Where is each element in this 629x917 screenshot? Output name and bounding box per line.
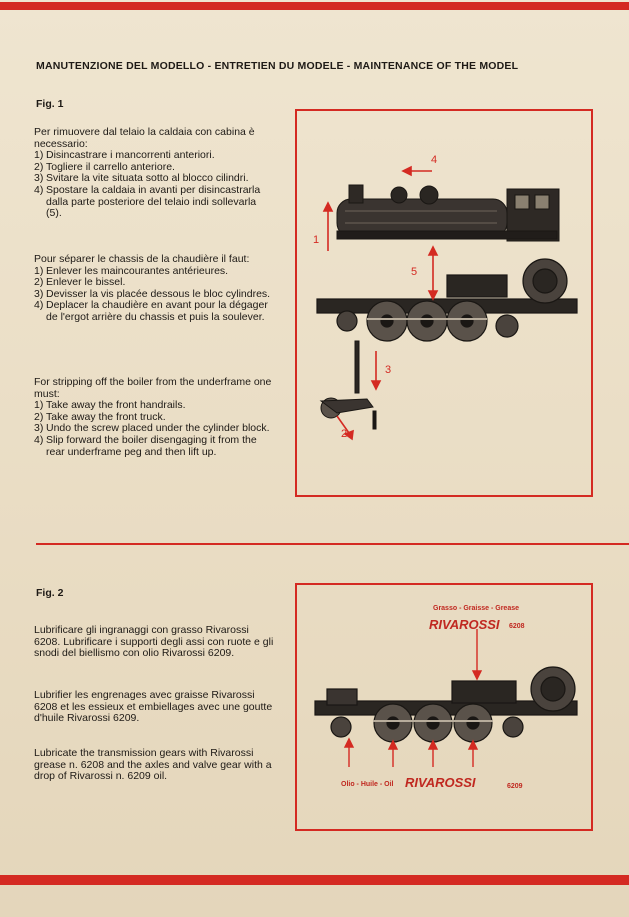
- fig1-english-lead: For stripping off the boiler from the underframe one must:: [34, 376, 272, 400]
- list-item: 2) Enlever le bissel.: [34, 276, 126, 289]
- grease-brand: RIVAROSSI: [429, 617, 500, 632]
- bottom-red-band: [0, 875, 629, 885]
- arrow-number-1: 1: [313, 234, 320, 246]
- fig1-italian-lead: Per rimuovere dal telaio la caldaia con cabina è necessario:: [34, 126, 255, 150]
- top-red-band: [0, 2, 629, 10]
- grease-code: 6208: [509, 623, 525, 630]
- fig1-label: Fig. 1: [36, 98, 64, 110]
- page-title: MANUTENZIONE DEL MODELLO - ENTRETIEN DU MODELE - MAINTENANCE OF THE MODEL: [36, 60, 519, 72]
- fig1-locomotive-disassembly-diagram: [297, 111, 591, 495]
- fig1-italian-instructions: [34, 127, 274, 220]
- grease-label: Grasso - Graisse - Grease: [433, 605, 519, 612]
- section-divider: [36, 543, 629, 545]
- boiler-drawing: [337, 185, 559, 241]
- list-item: 4) Spostare la caldaia in avanti per disincastrarla dalla parte posteriore del telaio indi sollevarla (5).: [34, 183, 261, 220]
- list-item: 2) Togliere il carrello anteriore.: [34, 160, 175, 173]
- list-item: 4) Slip forward the boiler disengaging it from the rear underframe peg and then lift up.: [34, 433, 257, 458]
- chassis-drawing: [317, 259, 577, 341]
- list-item: 3) Devisser la vis placée dessous le bloc cylindres.: [34, 287, 271, 300]
- bleed-through-decoration: [28, 36, 31, 47]
- fig2-english-instructions: Lubricate the transmission gears with Rivarossi grease n. 6208 and the axles and valve gear with a drop of Rivarossi n. 6209 oil.: [34, 747, 272, 783]
- list-item: 3) Svitare la vite situata sotto al blocco cilindri.: [34, 172, 249, 185]
- arrow-number-3: 3: [385, 364, 392, 376]
- fig1-french-lead: Pour séparer le chassis de la chaudière il faut:: [34, 253, 250, 265]
- fig2-diagram-frame: [295, 583, 593, 831]
- oil-code: 6209: [507, 783, 523, 790]
- fig2-label: Fig. 2: [36, 587, 64, 599]
- fig1-english-instructions: [34, 377, 274, 458]
- list-item: 1) Take away the front handrails.: [34, 399, 186, 412]
- chassis-lubrication-drawing: [315, 667, 577, 742]
- list-item: 4) Deplacer la chaudière en avant pour la dégager de l'ergot arrière du chassis et puis la soulever.: [34, 299, 268, 323]
- oil-label: Olio - Huile - Oil: [341, 781, 394, 788]
- list-item: 3) Undo the screw placed under the cylinder block.: [34, 422, 270, 435]
- arrow-number-5: 5: [411, 266, 418, 278]
- list-item: 1) Enlever les maincourantes antérieures.: [34, 264, 229, 277]
- front-truck-drawing: [321, 341, 376, 429]
- fig1-diagram-frame: [295, 109, 593, 497]
- arrow-number-2: 2: [341, 428, 348, 440]
- fig2-italian-instructions: Lubrificare gli ingranaggi con grasso Rivarossi 6208. Lubrificare i supporti degli assi con ruote e gli snodi del biellismo con olio Rivarossi 6209.: [34, 624, 274, 660]
- fig1-french-instructions: [34, 254, 274, 324]
- fig2-french-instructions: Lubrifier les engrenages avec graisse Rivarossi 6208 et les essieux et embiellages avec une goutte d'huile Rivarossi 6209.: [34, 689, 273, 725]
- list-item: 2) Take away the front truck.: [34, 410, 166, 423]
- arrow-number-4: 4: [431, 154, 438, 166]
- oil-brand: RIVAROSSI: [405, 775, 476, 790]
- list-item: 1) Disincastrare i mancorrenti anteriori.: [34, 149, 215, 162]
